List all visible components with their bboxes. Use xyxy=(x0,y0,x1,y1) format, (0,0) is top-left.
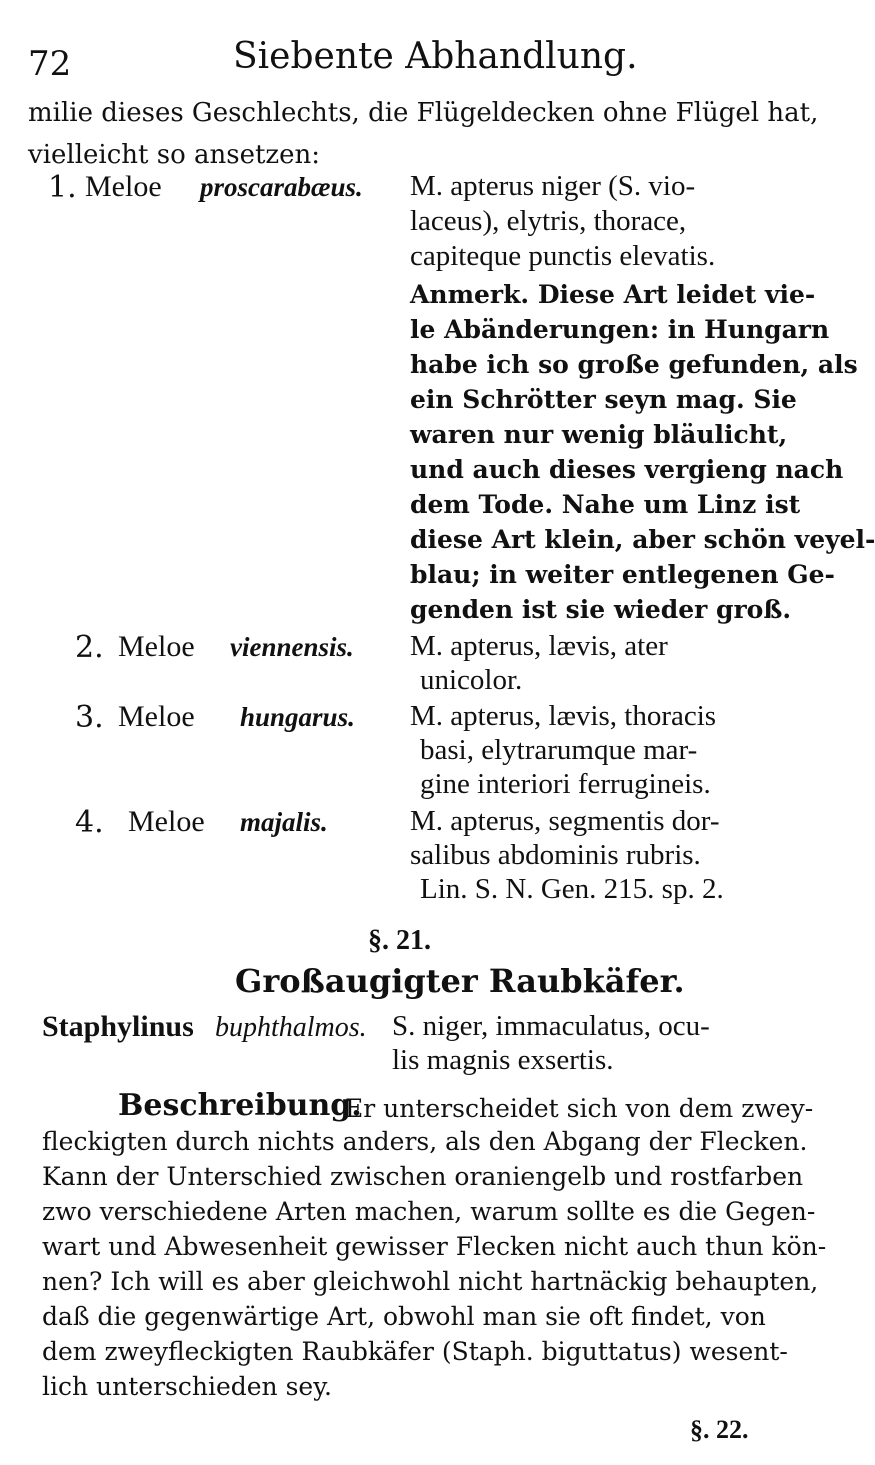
species-description-line: capiteque punctis elevatis. xyxy=(410,240,716,272)
species-note-line: dem Tode. Nahe um Linz ist xyxy=(410,490,801,519)
staphylinus-epithet: buphthalmos. xyxy=(215,1012,367,1043)
body-line: dem zweyfleckigten Raubkäfer (Staph. biguttatus) wesent- xyxy=(42,1337,788,1366)
species-note-line: blau; in weiter entlegenen Ge- xyxy=(410,560,835,589)
staphylinus-description-line: S. niger, immaculatus, ocu- xyxy=(392,1010,710,1042)
species-description-line: unicolor. xyxy=(420,664,523,696)
species-description-line: M. apterus, lævis, thoracis xyxy=(410,700,717,732)
species-number: 4. xyxy=(75,805,104,840)
species-note-line: waren nur wenig bläulicht, xyxy=(410,420,788,449)
staphylinus-description-line: lis magnis exsertis. xyxy=(392,1044,614,1076)
species-description-line: laceus), elytris, thorace, xyxy=(410,205,687,237)
species-note-line: genden ist sie wieder groß. xyxy=(410,595,792,624)
species-description-line: M. apterus, lævis, ater xyxy=(410,630,668,662)
species-note-line: diese Art klein, aber schön veyel- xyxy=(410,525,875,554)
body-line: fleckigten durch nichts anders, als den Abgang der Flecken. xyxy=(42,1127,808,1156)
species-description-line: salibus abdominis rubris. xyxy=(410,839,701,871)
species-note-line: le Abänderungen: in Hungarn xyxy=(410,315,830,344)
species-description-line: basi, elytrarumque mar- xyxy=(420,734,698,766)
species-description-line: gine interiori ferrugineis. xyxy=(420,768,711,800)
species-genus: Meloe xyxy=(85,170,162,203)
body-line: Er unterscheidet sich von dem zwey- xyxy=(345,1094,814,1123)
species-description-line: M. apterus, segmentis dor- xyxy=(410,805,720,837)
species-number: 2. xyxy=(75,630,104,665)
species-genus: Meloe xyxy=(128,805,205,838)
section-heading: Großaugigter Raubkäfer. xyxy=(235,962,685,1000)
species-note-line: und auch dieses vergieng nach xyxy=(410,455,844,484)
species-epithet: hungarus. xyxy=(240,702,355,732)
species-note-line: habe ich so große gefunden, als xyxy=(410,350,858,379)
staphylinus-genus: Staphylinus xyxy=(42,1010,194,1043)
species-epithet: majalis. xyxy=(240,807,328,837)
intro-line: milie dieses Geschlechts, die Flügeldecken ohne Flügel hat, xyxy=(28,98,819,128)
species-note-line: ein Schrötter seyn mag. Sie xyxy=(410,385,797,414)
body-line: daß die gegenwärtige Art, obwohl man sie oft findet, von xyxy=(42,1302,766,1331)
page-number: 72 xyxy=(28,44,72,84)
species-genus: Meloe xyxy=(118,630,195,663)
section-number: §. 21. xyxy=(368,925,431,956)
species-number: 3. xyxy=(75,700,104,735)
body-line: Kann der Unterschied zwischen oraniengelb und rostfarben xyxy=(42,1162,804,1191)
species-description-line: M. apterus niger (S. vio- xyxy=(410,170,696,202)
species-note-line: Anmerk. Diese Art leidet vie- xyxy=(410,280,816,309)
species-epithet: viennensis. xyxy=(230,632,354,662)
body-line: wart und Abwesenheit gewisser Flecken nicht auch thun kön- xyxy=(42,1232,827,1261)
intro-line: vielleicht so ansetzen: xyxy=(28,140,321,170)
body-line: lich unterschieden sey. xyxy=(42,1372,332,1401)
description-lead: Beschreibung. xyxy=(118,1088,362,1123)
species-description-line: Lin. S. N. Gen. 215. sp. 2. xyxy=(420,873,724,905)
body-line: zwo verschiedene Arten machen, warum sollte es die Gegen- xyxy=(42,1197,816,1226)
running-title: Siebente Abhandlung. xyxy=(233,36,638,77)
species-number: 1. xyxy=(48,170,77,205)
catchword: §. 22. xyxy=(690,1415,749,1444)
body-line: nen? Ich will es aber gleichwohl nicht hartnäckig behaupten, xyxy=(42,1267,819,1296)
species-epithet: proscarabæus. xyxy=(200,172,363,202)
species-genus: Meloe xyxy=(118,700,195,733)
